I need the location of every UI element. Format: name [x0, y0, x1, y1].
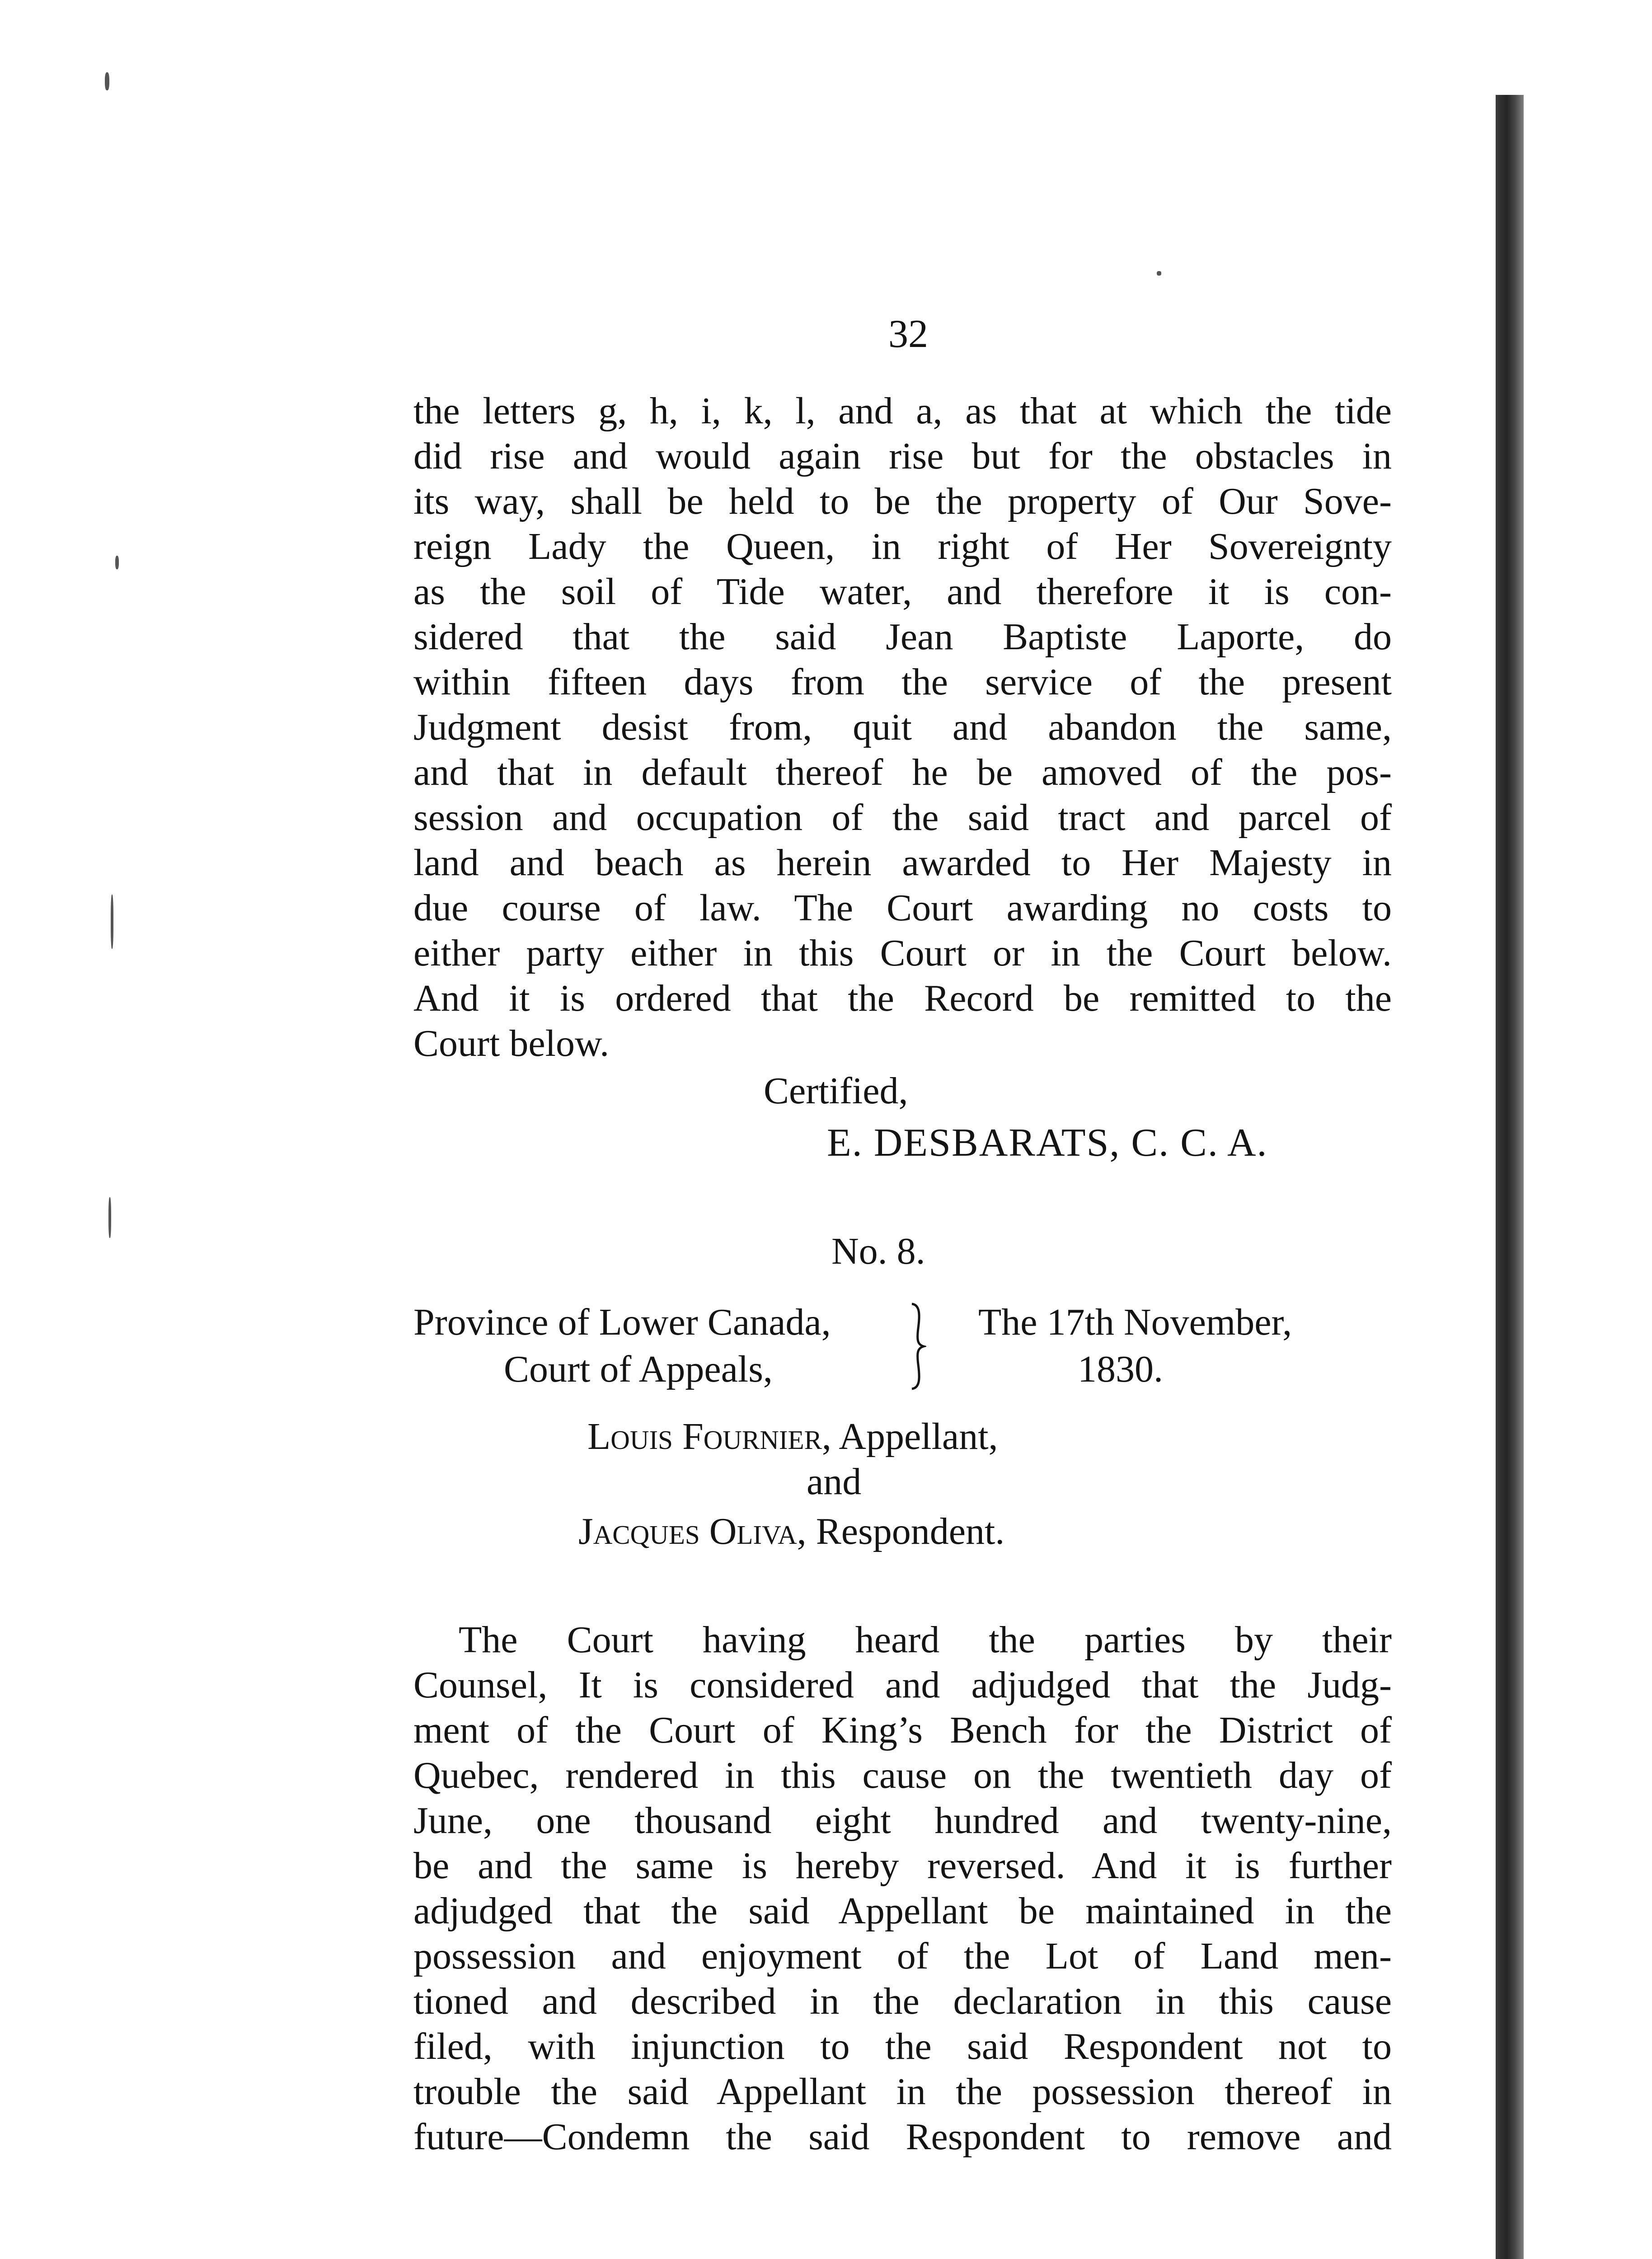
text-line: either party either in this Court or in the Court below. [413, 932, 1392, 974]
appellant-line [587, 1414, 998, 1459]
scan-speck [105, 72, 109, 90]
text-line: tioned and described in the declaration in this cause [413, 1980, 1392, 2022]
text-line: within fifteen days from the service of the present [413, 661, 1392, 703]
text-line: filed, with injunction to the said Respondent not to [413, 2025, 1392, 2067]
text-line: ment of the Court of King’s Bench for the District of [413, 1709, 1392, 1751]
respondent-line [578, 1509, 1004, 1554]
text-line: Judgment desist from, quit and abandon the same, [413, 706, 1392, 748]
judgment-continuation-paragraph [413, 389, 1392, 1066]
text-line: June, one thousand eight hundred and twenty-nine, [413, 1800, 1392, 1842]
caption-court: Court of Appeals, [504, 1348, 773, 1390]
text-line: reign Lady the Queen, in right of Her Sovereignty [413, 525, 1392, 567]
book-page-edge [1496, 95, 1524, 2259]
text-line: the letters g, h, i, k, l, and a, as that at which the tide [413, 390, 1392, 432]
appellant-role: Appellant, [839, 1415, 998, 1458]
text-line: as the soil of Tide water, and therefore it is con- [413, 571, 1392, 613]
case-number: No. 8. [831, 1230, 925, 1272]
text-line: be and the same is hereby reversed. And it is further [413, 1845, 1392, 1887]
certified-label: Certified, [764, 1070, 908, 1112]
appellant-name: Louis Fournier, [587, 1415, 831, 1458]
text-line: future—Condemn the said Respondent to remove and [413, 2116, 1392, 2158]
page-number: 32 [888, 312, 928, 356]
judgment-no8-paragraph [413, 1617, 1392, 2160]
case-caption-date [978, 1299, 1292, 1393]
text-line: trouble the said Appellant in the possession thereof in [413, 2071, 1392, 2113]
text-line: due course of law. The Court awarding no costs to [413, 887, 1392, 929]
text-line: Court below. [413, 1022, 610, 1064]
text-line: Counsel, It is considered and adjudged that the Judg- [413, 1664, 1392, 1706]
curly-brace-icon [908, 1301, 926, 1392]
respondent-name: Jacques Oliva, [578, 1510, 807, 1552]
scan-speck [108, 1197, 111, 1238]
clerk-signature: E. DESBARATS, C. C. A. [827, 1121, 1268, 1165]
text-line: did rise and would again rise but for the obstacles in [413, 435, 1392, 477]
text-line: sidered that the said Jean Baptiste Laporte, do [413, 616, 1392, 658]
case-caption-court [413, 1299, 831, 1393]
scan-speck [1157, 271, 1161, 276]
respondent-role: Respondent. [816, 1510, 1005, 1552]
parties-conjunction: and [807, 1461, 862, 1503]
scan-speck [115, 556, 119, 569]
text-line: its way, shall be held to be the property of Our Sove- [413, 480, 1392, 522]
caption-year: 1830. [1078, 1348, 1163, 1390]
text-line: adjudged that the said Appellant be maintained in the [413, 1890, 1392, 1932]
caption-date: The 17th November, [978, 1301, 1292, 1343]
text-line: and that in default thereof he be amoved of the pos- [413, 751, 1392, 793]
text-line: And it is ordered that the Record be remitted to the [413, 977, 1392, 1019]
text-line: possession and enjoyment of the Lot of Land men- [413, 1935, 1392, 1977]
text-line: land and beach as herein awarded to Her Majesty in [413, 842, 1392, 884]
caption-province: Province of Lower Canada, [413, 1301, 831, 1343]
text-line: Quebec, rendered in this cause on the twentieth day of [413, 1754, 1392, 1796]
text-line: The Court having heard the parties by their [459, 1619, 1392, 1661]
scan-speck [111, 895, 113, 949]
text-line: session and occupation of the said tract and parcel of [413, 797, 1392, 839]
